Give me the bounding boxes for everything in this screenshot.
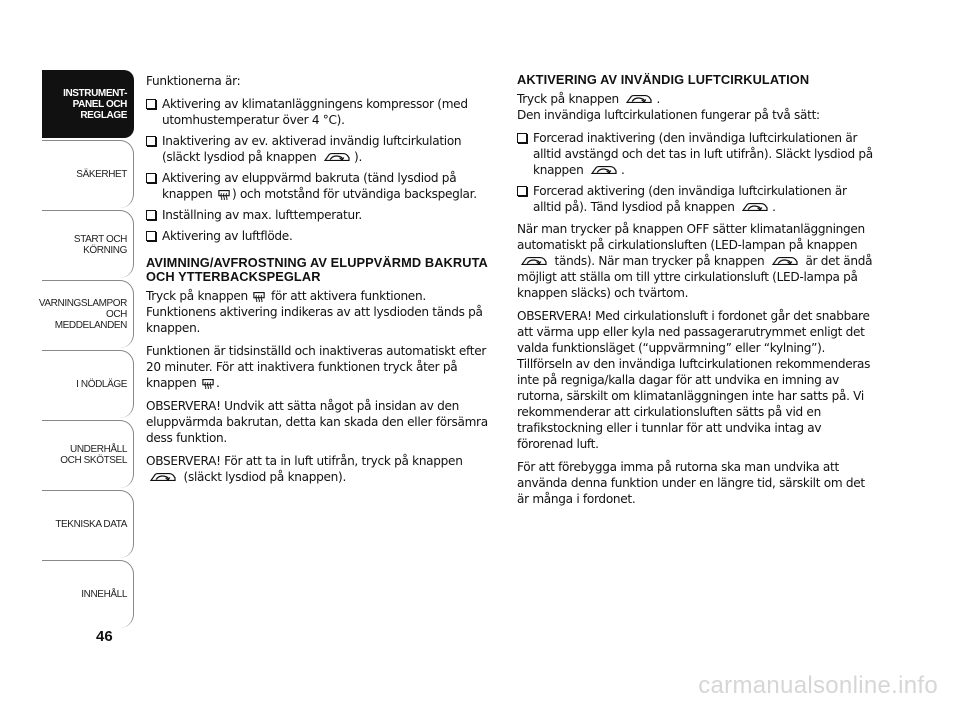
- recirculation-icon: [519, 255, 549, 267]
- tab-underhall[interactable]: [42, 420, 134, 488]
- tab-innehall[interactable]: [42, 560, 134, 628]
- rear-defrost-icon: [218, 188, 230, 200]
- recirculation-icon: [322, 151, 352, 163]
- recirculation-icon: [740, 201, 770, 213]
- tab-instrumentpanel[interactable]: [42, 70, 134, 138]
- watermark: carmanualsonline.info: [698, 672, 938, 699]
- page-number: 46: [96, 628, 113, 645]
- recirculation-icon: [624, 93, 654, 105]
- paragraph: När man trycker på knappen OFF sätter klimatanläggningen automatiskt på cirkulationsluften (LED-lampan på knappen tänds). När man trycker på knappen är det ändå möjligt att ställa om till yttre cirkulationsluft (LED-lampa på knappen släcks) och tvärtom.: [517, 222, 873, 300]
- tab-label: SÄKERHET: [76, 169, 127, 180]
- list-item: Aktivering av eluppvärmd bakruta (tänd lysdiod på knappen ) och motstånd för utvändiga backspeglar.: [146, 170, 498, 202]
- list-item: Aktivering av klimatanläggningens kompressor (med utomhustemperatur över 4 °C).: [146, 96, 498, 128]
- paragraph: För att förebygga imma på rutorna ska man undvika att använda denna funktion under en längre tid, särskilt om det är många i fordonet.: [517, 460, 865, 506]
- list-item: Aktivering av luftflöde.: [146, 228, 498, 244]
- chapter-tab-nav: [38, 70, 134, 628]
- tab-label: TEKNISKA DATA: [55, 519, 127, 530]
- list-item: Inställning av max. lufttemperatur.: [146, 207, 498, 223]
- tab-label: INNEHÅLL: [81, 589, 127, 600]
- tab-varningslampor[interactable]: [38, 280, 134, 348]
- tab-sakerhet[interactable]: [42, 140, 134, 208]
- tab-label: START OCH KÖRNING: [73, 233, 127, 256]
- list-item: Forcerad inaktivering (den invändiga luftcirkulationen är alltid avstängd och det tas in luft utifrån). Släckt lysdiod på knappen .: [517, 130, 873, 178]
- tab-label: I NÖDLÄGE: [76, 379, 127, 390]
- tab-label: VARNINGSLAMPOR OCH MEDDELANDEN: [38, 298, 127, 331]
- list-item: Inaktivering av ev. aktiverad invändig luftcirkulation (släckt lysdiod på knappen ).: [146, 133, 498, 165]
- functions-intro: Funktionerna är:: [146, 74, 241, 88]
- functions-list: [146, 96, 498, 244]
- recirculation-icon: [589, 164, 619, 176]
- paragraph: Tryck på knappen för att aktivera funktionen. Funktionens aktivering indikeras av att lysdioden tänds på knappen.: [146, 289, 483, 335]
- tab-tekniska-data[interactable]: [42, 490, 134, 558]
- tab-i-nodlage[interactable]: [42, 350, 134, 418]
- paragraph: OBSERVERA! Med cirkulationsluft i fordonet går det snabbare att värma upp eller kyla ned passagerarutrymmet enligt det valda funktionsläget (“uppvärmning” eller “kylning”). Tillförseln av den invändiga luftcirkulationen rekommenderas inte på regniga/kalla dagar för att undvika en imning av rutorna, särskilt om klimatanläggningen inte har satts på. Vi rekommenderar att cirkulationsluften sätts på vid en trafikstockning eller i tunnlar för att undvika intag av förorenad luft.: [517, 309, 871, 451]
- rear-defrost-icon: [253, 290, 265, 302]
- tab-label: INSTRUMENT- PANEL OCH REGLAGE: [63, 88, 127, 121]
- paragraph: OBSERVERA! Undvik att sätta något på insidan av den eluppvärmda bakrutan, detta kan skada den eller försämra dess funktion.: [146, 399, 488, 445]
- section-heading-defrost: AVIMNING/AVFROSTNING AV ELUPPVÄRMD BAKRUTA OCH YTTERBACKSPEGLAR: [146, 255, 488, 284]
- rear-defrost-icon: [202, 377, 214, 389]
- recirculation-icon: [770, 255, 800, 267]
- paragraph: OBSERVERA! För att ta in luft utifrån, tryck på knappen (släckt lysdiod på knappen).: [146, 454, 463, 484]
- modes-list: [517, 130, 873, 215]
- section-heading-recirculation: AKTIVERING AV INVÄNDIG LUFTCIRKULATION: [517, 72, 810, 87]
- tab-label: UNDERHÅLL OCH SKÖTSEL: [60, 443, 127, 466]
- recirculation-icon: [148, 471, 178, 483]
- paragraph: Tryck på knappen . Den invändiga luftcirkulationen fungerar på två sätt:: [517, 92, 820, 122]
- right-column: [517, 73, 873, 514]
- left-column: [146, 73, 498, 492]
- tab-start-och-korning[interactable]: [42, 210, 134, 278]
- list-item: Forcerad aktivering (den invändiga luftcirkulationen är alltid på). Tänd lysdiod på knappen .: [517, 183, 873, 215]
- paragraph: Funktionen är tidsinställd och inaktiveras automatiskt efter 20 minuter. För att inaktivera funktionen tryck åter på knappen .: [146, 344, 487, 390]
